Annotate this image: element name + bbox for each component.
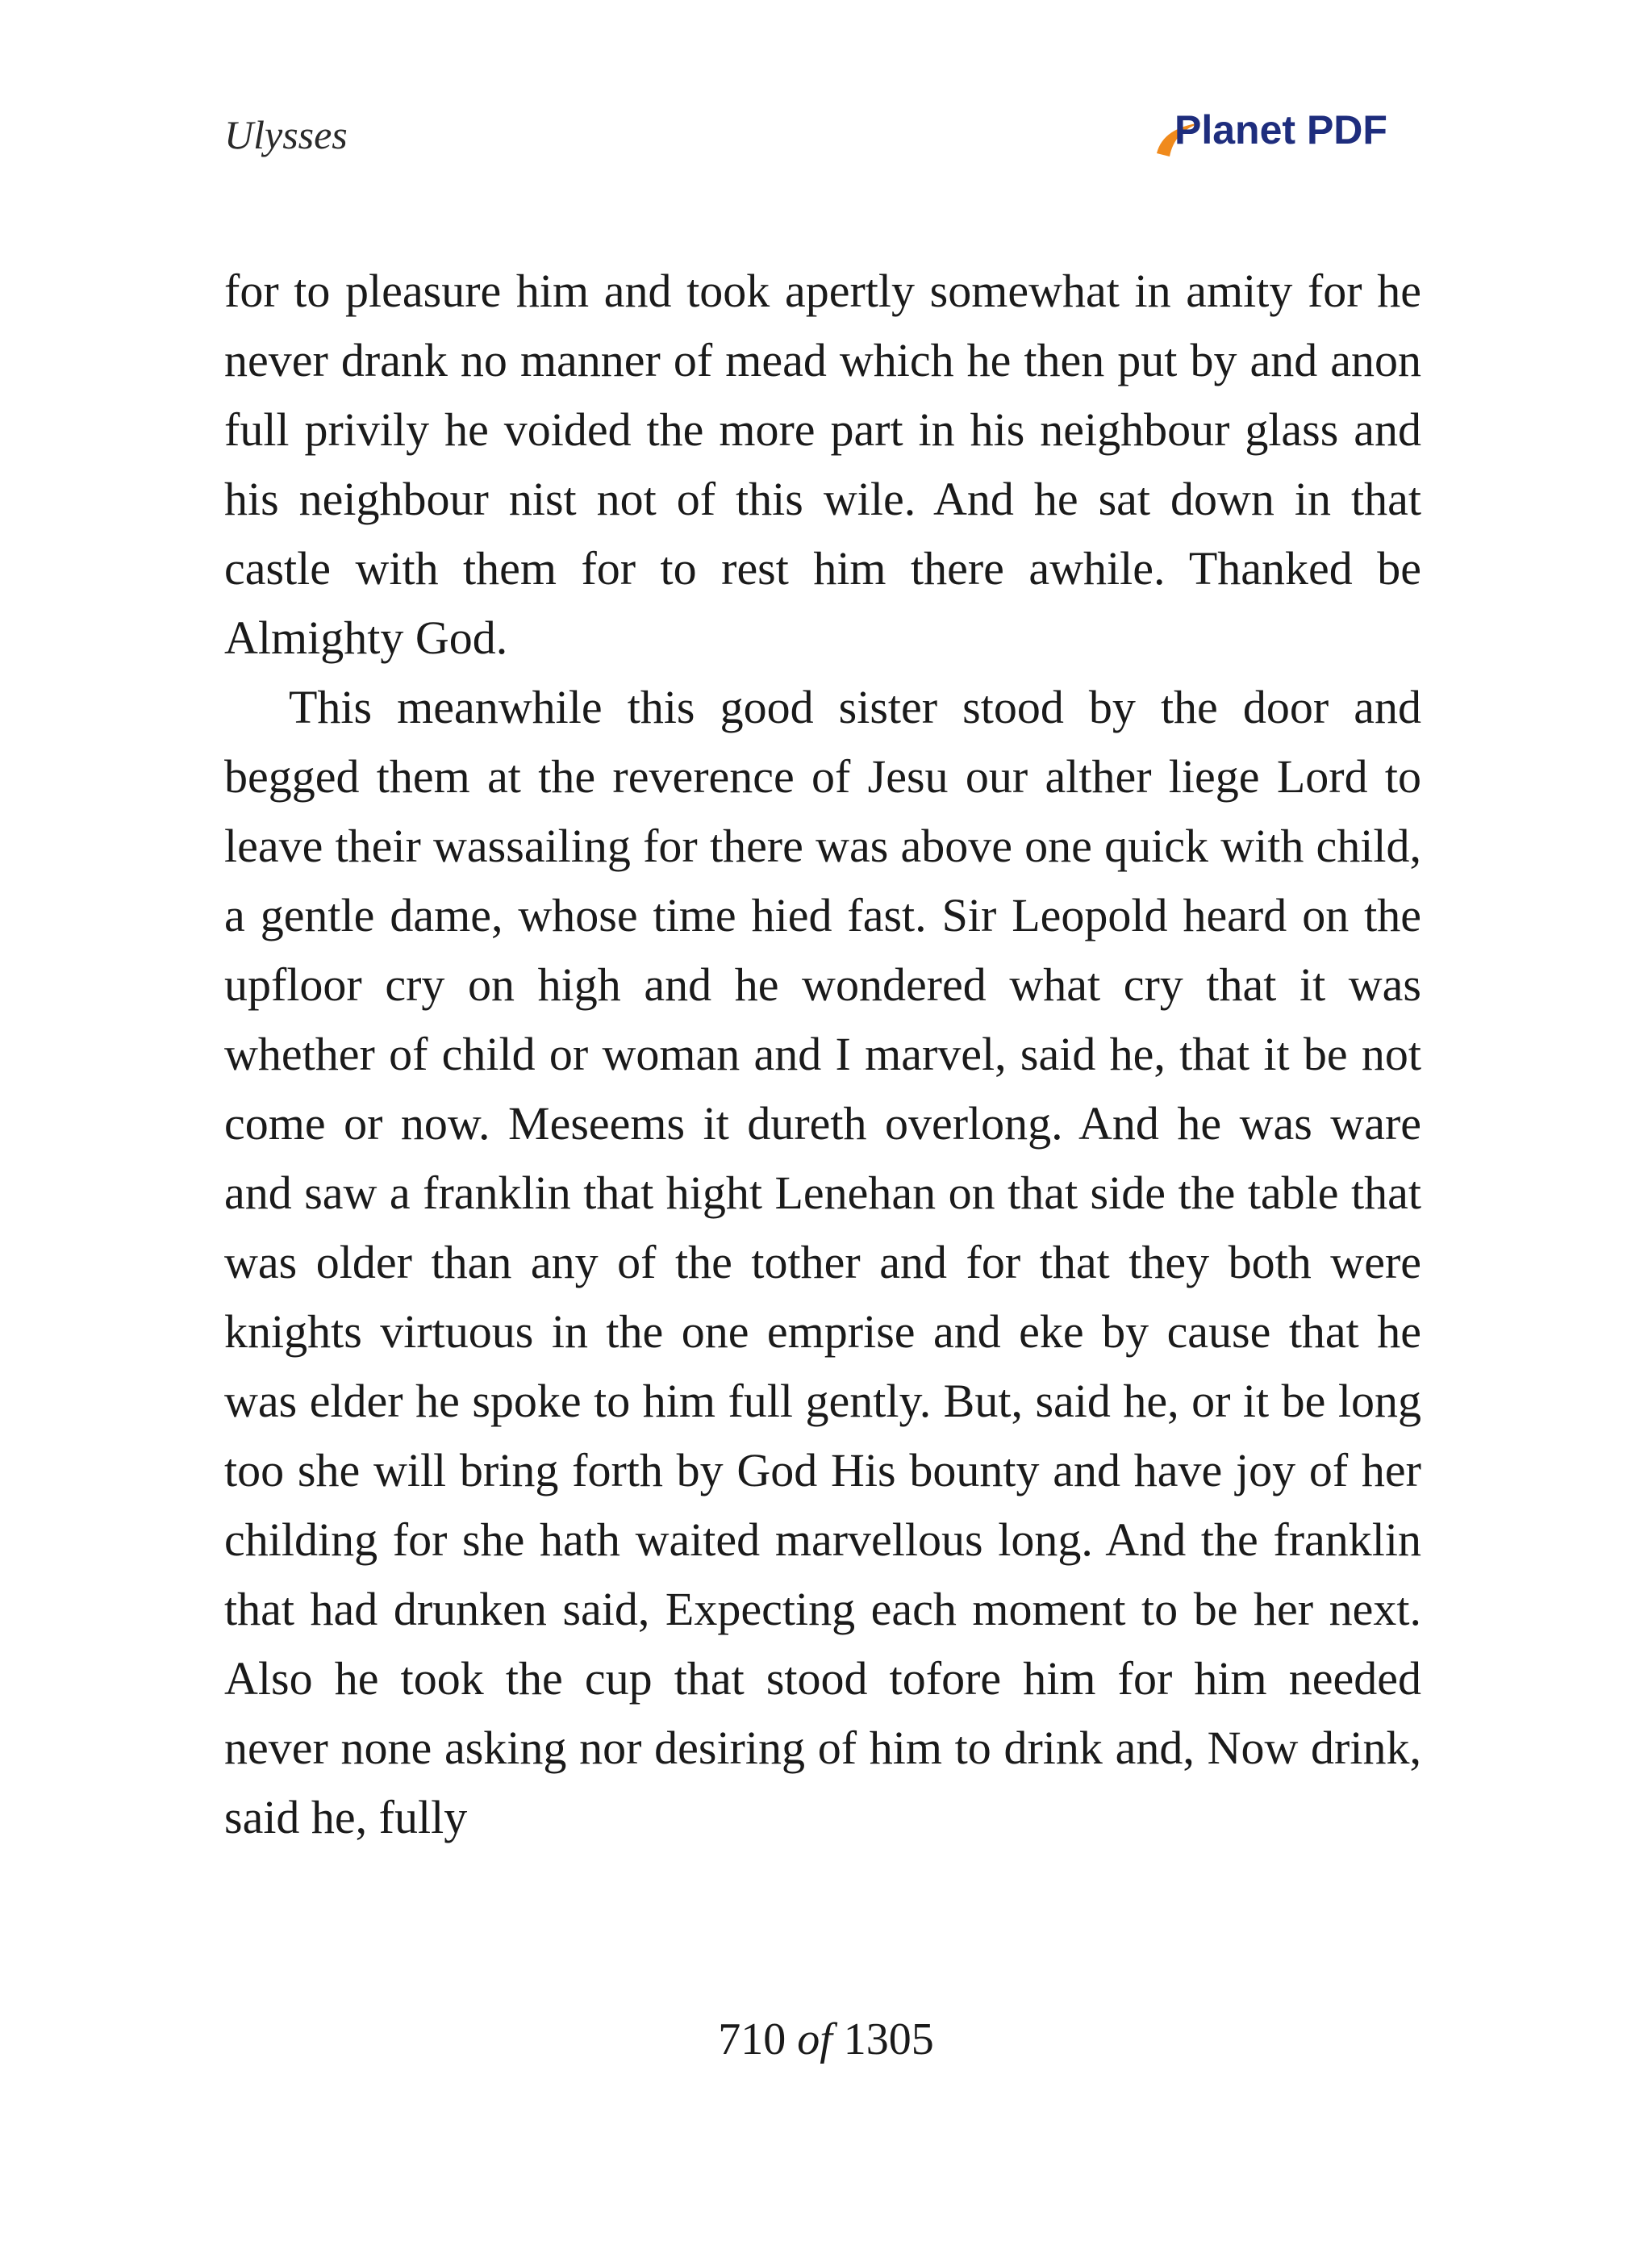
planet-pdf-logo (1152, 103, 1418, 168)
total-pages: 1305 (843, 2014, 934, 2064)
book-title: Ulysses (224, 112, 348, 157)
body-text (224, 257, 1421, 1852)
paragraph: This meanwhile this good sister stood by the door and begged them at the reverence of Jesu our alther liege Lord to leave their wassailing for there was above one quick with child, a gentle dame, whose time hied fast. Sir Leopold heard on the upfloor cry on high and he wondered what cry that it was whether of child or woman and I marvel, said he, that it be not come or now. Meseems it dureth overlong. And he was ware and saw a franklin that hight Lenehan on that side the table that was older than any of the tother and for that they both were knights virtuous in the one emprise and eke by cause that he was elder he spoke to him full gently. But, said he, or it be long too she will bring forth by God His bounty and have joy of her childing for she hath waited marvellous long. And the franklin that had drunken said, Expecting each moment to be her next. Also he took the cup that stood tofore him for him needed never none asking nor desiring of him to drink and, Now drink, said he, fully (224, 681, 1421, 1843)
logo-text: Planet PDF (1174, 107, 1387, 152)
paragraph: for to pleasure him and took apertly somewhat in amity for he never drank no manner of mead which he then put by and anon full privily he voided the more part in his neighbour glass and his neighbour nist not of this wile. And he sat down in that castle with them for to rest him there awhile. Thanked be Almighty God. (224, 265, 1421, 664)
current-page: 710 (718, 2014, 786, 2064)
page-header (224, 103, 1428, 176)
page-number (0, 2014, 1652, 2065)
page-of-word: of (797, 2014, 832, 2064)
